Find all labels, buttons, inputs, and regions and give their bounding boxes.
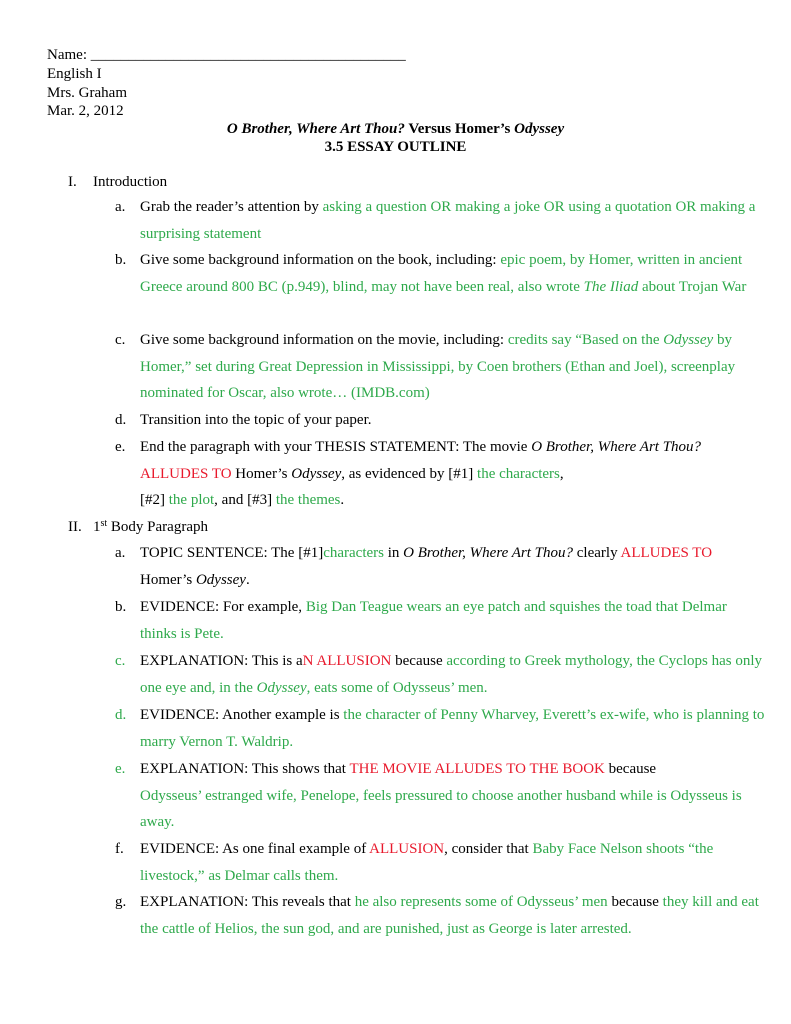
section-1-numeral: I. bbox=[68, 174, 77, 190]
outline-item-2a: a. TOPIC SENTENCE: The [#1]characters in O Brother, Where Art Thou? clearly ALLUDES TO Homer’s Odyssey. bbox=[115, 545, 713, 588]
document-subtitle: 3.5 ESSAY OUTLINE bbox=[324, 139, 467, 155]
outline-item-2d: d. EVIDENCE: Another example is the character of Penny Wharvey, Everett’s ex-wife, who is planning to marry Vernon T. Waldrip. bbox=[115, 707, 765, 750]
outline-item-1e: e. End the paragraph with your THESIS STATEMENT: The movie O Brother, Where Art Thou? ALLUDES TO Homer’s Odyssey, as evidenced by [#1] the characters, [#2] the plot, and [#3] the themes. bbox=[115, 439, 702, 509]
outline-item-2g: g. EXPLANATION: This reveals that he also represents some of Odysseus’ men because they kill and eat the cattle of Helios, the sun god, and are punished, just as George is later arrested. bbox=[115, 894, 759, 937]
name-label: Name: bbox=[47, 47, 87, 63]
outline-item-2c: c. EXPLANATION: This is aN ALLUSION because according to Greek mythology, the Cyclops has only one eye and, in the Odyssey, eats some of Odysseus’ men. bbox=[115, 653, 762, 696]
outline-item-2f: f. EVIDENCE: As one final example of ALLUSION, consider that Baby Face Nelson shoots “the livestock,” as Delmar calls them. bbox=[115, 841, 714, 884]
outline-item-2b: b. EVIDENCE: For example, Big Dan Teague wears an eye patch and squishes the toad that Delmar thinks is Pete. bbox=[115, 599, 727, 642]
teacher: Mrs. Graham bbox=[47, 85, 127, 101]
outline-item-1b: b. Give some background information on the book, including: epic poem, by Homer, written in ancient Greece around 800 BC (p.949), blind, may not have been real, also wrote The Iliad about Trojan War bbox=[115, 252, 747, 295]
outline-item-1d: d. Transition into the topic of your paper. bbox=[115, 412, 372, 428]
outline-item-1c: c. Give some background information on the movie, including: credits say “Based on the Odyssey by Homer,” set during Great Depression in Mississippi, by Coen brothers (Ethan and Joel), screenplay nominated for Oscar, also wrote… (IMDB.com) bbox=[115, 332, 736, 402]
outline-item-2e: e. EXPLANATION: This shows that THE MOVIE ALLUDES TO THE BOOK because Odysseus’ estranged wife, Penelope, feels pressured to choose another husband while is Odysseus is away. bbox=[115, 761, 742, 831]
document-title: O Brother, Where Art Thou? Versus Homer’s Odyssey bbox=[226, 121, 565, 137]
section-2-numeral: II. bbox=[68, 519, 82, 535]
section-1-heading: Introduction bbox=[93, 174, 168, 190]
section-2-heading: 1st Body Paragraph bbox=[93, 518, 208, 535]
course: English I bbox=[47, 66, 102, 82]
date: Mar. 2, 2012 bbox=[47, 103, 124, 119]
name-line bbox=[47, 46, 406, 64]
name-blank: __________________________________________ bbox=[90, 47, 406, 63]
outline-item-1a: a. Grab the reader’s attention by asking a question OR making a joke OR using a quotation OR making a surprising statement bbox=[115, 199, 756, 242]
